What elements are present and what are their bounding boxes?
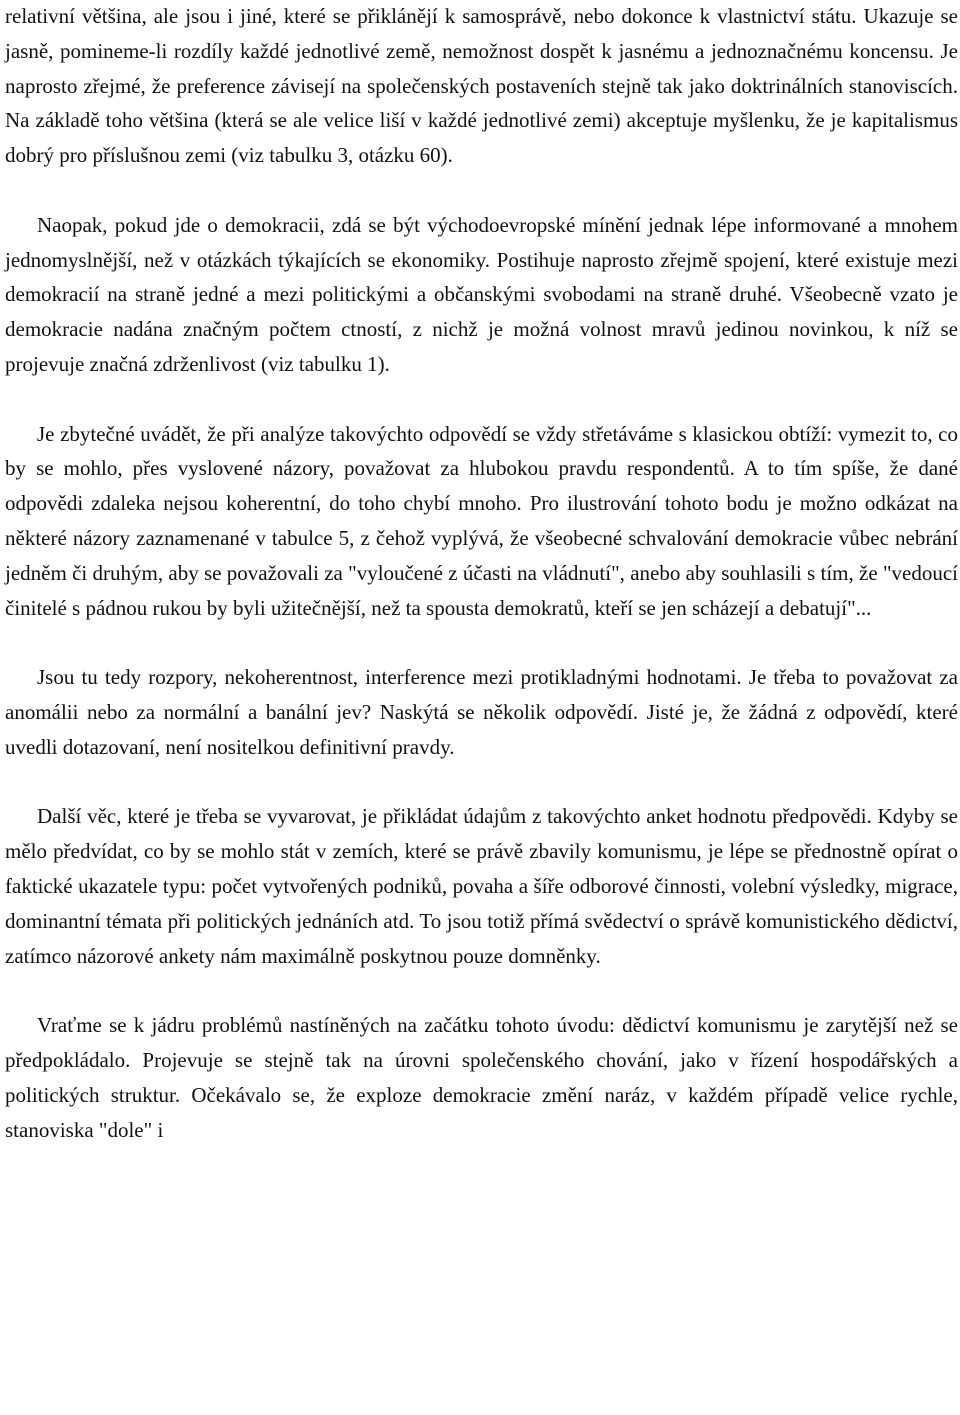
paragraph-2: Naopak, pokud jde o demokracii, zdá se být východoevropské mínění jednak lépe informované a mnohem jednomyslnější, než v otázkách týkajících se ekonomiky. Postihuje naprosto zřejmě spojení, které existuje mezi demokracií na straně jedné a mezi politickými a občanskými svobodami na straně druhé. Všeobecně vzato je demokracie nadána značným počtem ctností, z nichž je možná volnost mravů jedinou novinkou, k níž se projevuje značná zdrženlivost (viz tabulku 1). (5, 212, 958, 376)
paragraph-3: Je zbytečné uvádět, že při analýze takovýchto odpovědí se vždy střetáváme s klasickou obtíží: vymezit to, co by se mohlo, přes vyslovené názory, považovat za hlubokou pravdu respondentů. A to tím spíše, že dané odpovědi zdaleka nejsou koherentní, do toho chybí mnoho. Pro ilustrování tohoto bodu je možno odkázat na některé názory zaznamenané v tabulce 5, z čehož vyplývá, že všeobecné schvalování demokracie vůbec nebrání jedněm či druhým, aby se považovali za "vyloučené z účasti na vládnutí", anebo aby souhlasili s tím, že "vedoucí činitelé s pádnou rukou by byli užitečnější, než ta spousta demokratů, kteří se jen scházejí a debatují"... (5, 421, 958, 620)
paragraph-1: relativní většina, ale jsou i jiné, které se přiklánějí k samosprávě, nebo dokonce k vlastnictví státu. Ukazuje se jasně, pomineme-li rozdíly každé jednotlivé země, nemožnost dospět k jasnému a jednoznačnému koncensu. Je naprosto zřejmé, že preference závisejí na společenských postaveních stejně tak jako doktrinálních stanoviscích. Na základě toho většina (která se ale velice liší v každé jednotlivé zemi) akceptuje myšlenku, že je kapitalismus dobrý pro příslušnou zemi (viz tabulku 3, otázku 60). (5, 4, 958, 168)
paragraph-gap (5, 173, 958, 208)
paragraph-gap (5, 625, 958, 660)
paragraph-5: Další věc, které je třeba se vyvarovat, je přikládat údajům z takovýchto anket hodnotu předpovědi. Kdyby se mělo předvídat, co by se mohlo stát v zemích, které se právě zbavily komunismu, je lépe se přednostně opírat o faktické ukazatele typu: počet vytvořených podniků, povaha a šíře odborové činnosti, volební výsledky, migrace, dominantní témata při politických jednáních atd. To jsou totiž přímá svědectví o správě komunistického dědictví, zatímco názorové ankety nám maximálně poskytnou pouze domněnky. (5, 804, 958, 968)
paragraph-gap (5, 973, 958, 1008)
paragraph-gap (5, 382, 958, 417)
paragraph-6: Vraťme se k jádru problémů nastíněných na začátku tohoto úvodu: dědictví komunismu je zarytější než se předpokládalo. Projevuje se stejně tak na úrovni společenského chování, jako v řízení hospodářských a politických struktur. Očekávalo se, že exploze demokracie změní naráz, v každém případě velice rychle, stanoviska "dole" i (5, 1013, 958, 1142)
paragraph-4: Jsou tu tedy rozpory, nekoherentnost, interference mezi protikladnými hodnotami. Je třeba to považovat za anomálii nebo za normální a banální jev? Naskýtá se několik odpovědí. Jisté je, že žádná z odpovědí, které uvedli dotazovaní, není nositelkou definitivní pravdy. (5, 665, 958, 759)
document-page (5, 0, 958, 1147)
paragraph-gap (5, 765, 958, 800)
